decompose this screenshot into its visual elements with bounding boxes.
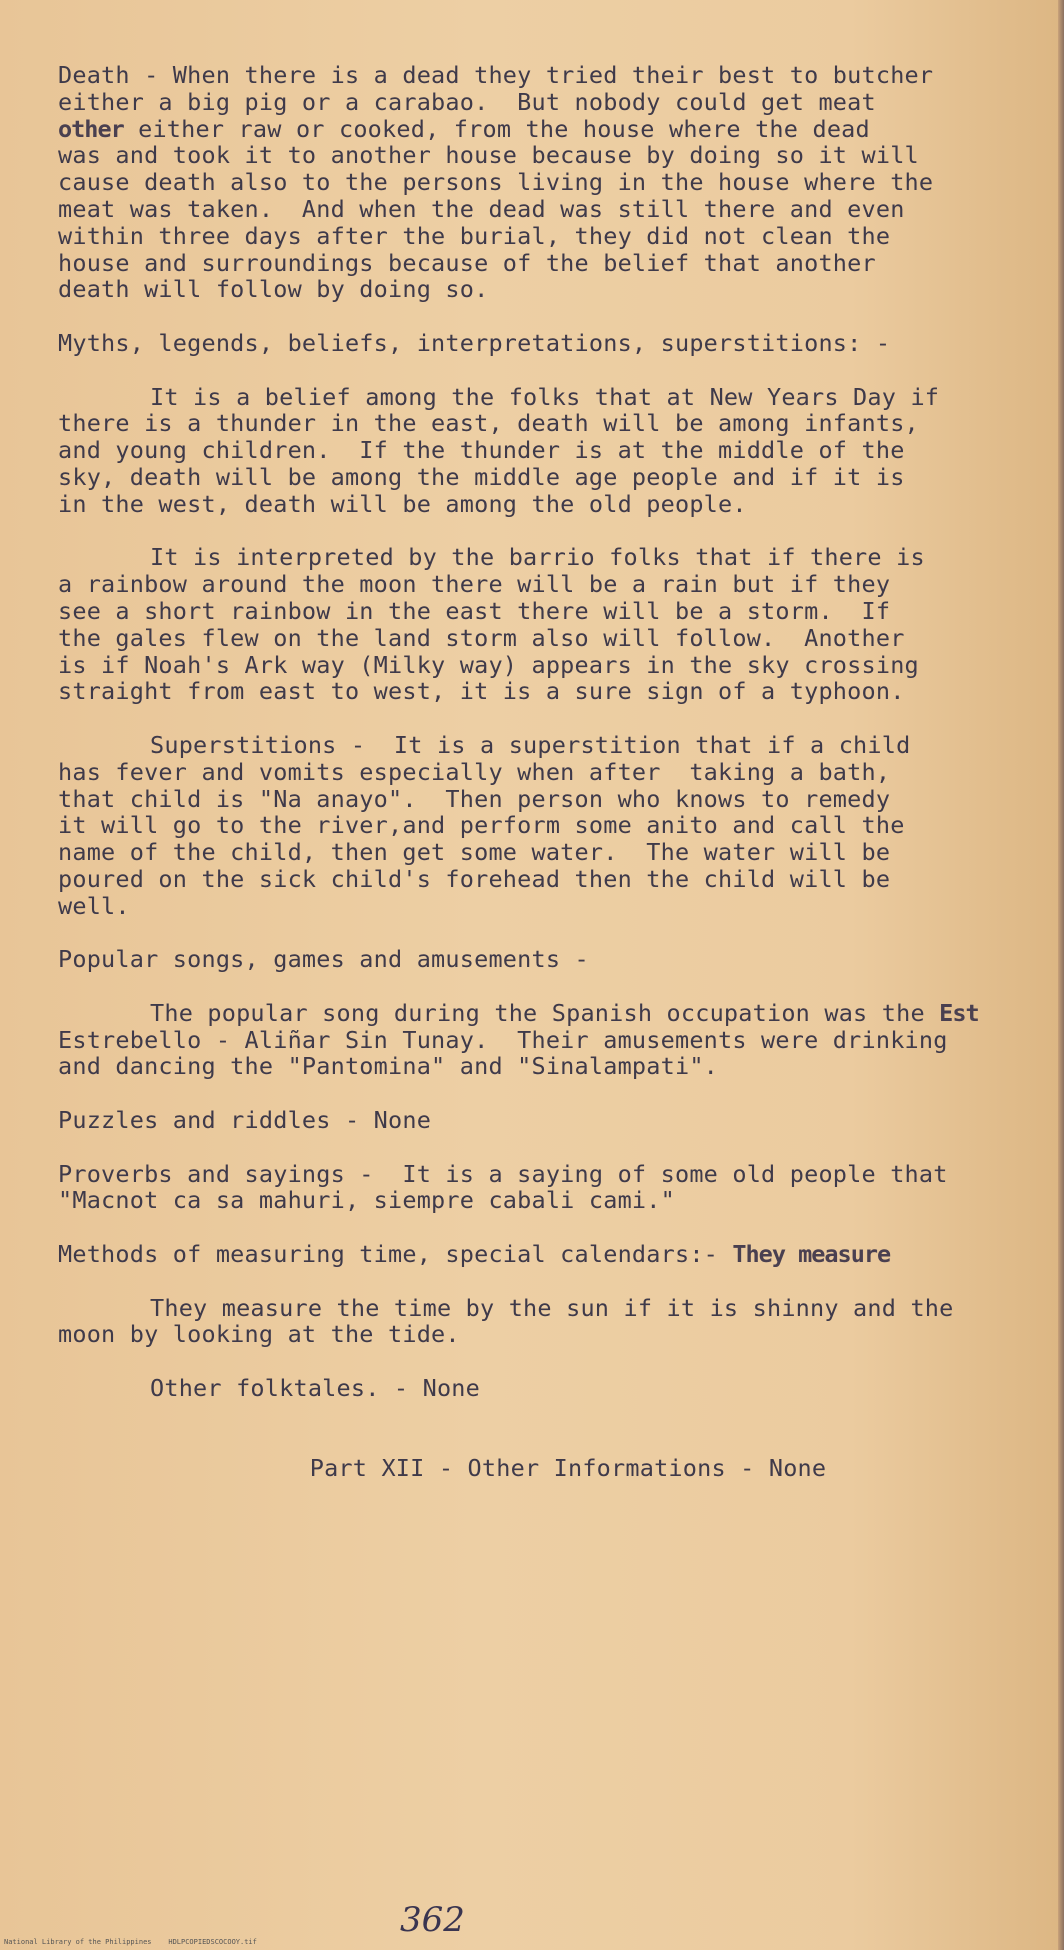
text-line: Estrebello - Aliñar Sin Tunay. Their amusements were drinking bbox=[58, 1025, 948, 1054]
text-line: cause death also to the persons living in the house where the bbox=[58, 168, 934, 197]
text-line: house and surroundings because of the belief that another bbox=[58, 248, 876, 277]
text-line: that child is "Na anayo". Then person who knows to remedy bbox=[58, 784, 891, 813]
document-body bbox=[58, 62, 1038, 1482]
text-line: death will follow by doing so. bbox=[58, 275, 489, 304]
text-line: sky, death will be among the middle age people and if it is bbox=[58, 462, 905, 491]
text-line: poured on the sick child's forehead then the child will be bbox=[58, 864, 891, 893]
text-line: and dancing the "Pantomina" and "Sinalampati". bbox=[58, 1052, 719, 1081]
text-line: the gales flew on the land storm also will follow. Another bbox=[58, 623, 905, 652]
text-line: It is a belief among the folks that at New Years Day if bbox=[150, 382, 940, 411]
archive-footer: National Library of the Philippines HDLPCOPIEDSCOCOOY.tif bbox=[4, 1938, 257, 1946]
struck-text: They measure bbox=[732, 1240, 891, 1269]
part-heading: Part XII - Other Informations - None bbox=[309, 1454, 827, 1483]
text-line: well. bbox=[58, 891, 130, 920]
text-line: Proverbs and sayings - It is a saying of some old people that bbox=[58, 1159, 948, 1188]
text-line: moon by looking at the tide. bbox=[58, 1320, 460, 1349]
text-fragment: Methods of measuring time, special calendars:- bbox=[58, 1240, 733, 1269]
struck-text: other bbox=[58, 114, 124, 143]
text-line: and young children. If the thunder is at the middle of the bbox=[58, 436, 905, 465]
text-line: "Macnot ca sa mahuri, siempre cabali cami." bbox=[58, 1186, 675, 1215]
other-folktales-line: Other folktales. - None bbox=[150, 1374, 481, 1403]
page-edge bbox=[1058, 0, 1064, 1950]
songs-paragraph bbox=[58, 1000, 1038, 1080]
text-line: either a big pig or a carabao. But nobody could get meat bbox=[58, 87, 876, 116]
proverbs-section bbox=[58, 1161, 1038, 1215]
myths-paragraph-2 bbox=[58, 544, 1038, 705]
superstitions-section bbox=[58, 732, 1038, 920]
methods-heading bbox=[58, 1241, 1038, 1268]
text-line: name of the child, then get some water. The water will be bbox=[58, 838, 891, 867]
text-line: Superstitions - It is a superstition that if a child bbox=[150, 730, 911, 759]
text-line bbox=[58, 116, 1038, 143]
text-line: straight from east to west, it is a sure sign of a typhoon. bbox=[58, 677, 905, 706]
text-line: is if Noah's Ark way (Milky way) appears in the sky crossing bbox=[58, 650, 919, 679]
text-line: Death - When there is a dead they tried their best to butcher bbox=[58, 61, 934, 89]
songs-heading: Popular songs, games and amusements - bbox=[58, 945, 589, 974]
page-number: 362 bbox=[400, 1900, 465, 1940]
text-line: meat was taken. And when the dead was still there and even bbox=[58, 194, 905, 223]
methods-paragraph bbox=[58, 1295, 1038, 1349]
text-line: They measure the time by the sun if it is shinny and the bbox=[150, 1293, 954, 1322]
text-line: in the west, death will be among the old people. bbox=[58, 489, 747, 518]
text-line: see a short rainbow in the east there will be a storm. If bbox=[58, 596, 891, 625]
text-line bbox=[58, 1000, 1038, 1027]
death-section bbox=[58, 62, 1038, 303]
text-line: there is a thunder in the east, death will be among infants, bbox=[58, 409, 919, 438]
text-line: a rainbow around the moon there will be a rain but if they bbox=[58, 570, 891, 599]
text-line: was and took it to another house because by doing so it will bbox=[58, 141, 919, 170]
struck-text: Est bbox=[939, 998, 979, 1027]
text-line: within three days after the burial, they did not clean the bbox=[58, 221, 891, 250]
text-fragment: either raw or cooked, from the house where the dead bbox=[138, 114, 870, 143]
text-line: it will go to the river,and perform some anito and call the bbox=[58, 811, 905, 840]
puzzles-line: Puzzles and riddles - None bbox=[58, 1106, 432, 1135]
text-line: It is interpreted by the barrio folks that if there is bbox=[150, 543, 925, 572]
text-fragment: The popular song during the Spanish occupation was the bbox=[150, 998, 925, 1027]
text-line: has fever and vomits especially when after taking a bath, bbox=[58, 757, 891, 786]
myths-heading: Myths, legends, beliefs, interpretations, superstitions: - bbox=[58, 328, 891, 357]
myths-paragraph-1 bbox=[58, 384, 1038, 518]
